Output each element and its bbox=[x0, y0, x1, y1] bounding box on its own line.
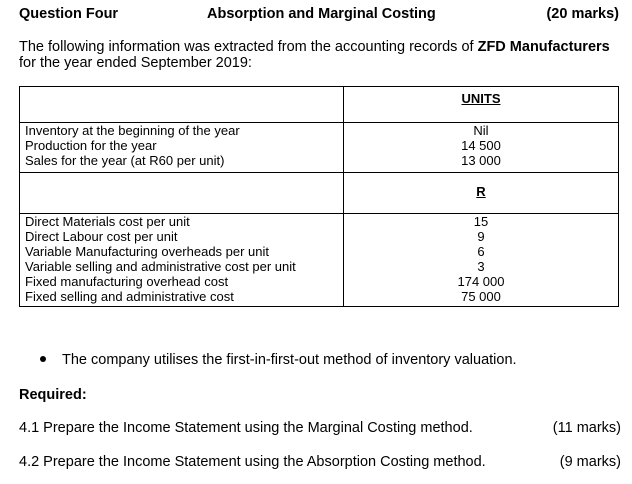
intro-paragraph bbox=[19, 39, 624, 71]
intro-text-start: The following information was extracted from the accounting records of bbox=[19, 39, 478, 55]
row-value: 15 bbox=[473, 214, 489, 229]
required-heading: Required: bbox=[19, 387, 87, 403]
task-4-2 bbox=[19, 454, 621, 472]
task-marks: (11 marks) bbox=[552, 420, 621, 436]
row-value: 13 000 bbox=[461, 153, 501, 168]
row-label: Fixed selling and administrative cost bbox=[25, 289, 234, 304]
rand-header-row bbox=[20, 173, 619, 214]
row-label: Variable Manufacturing overheads per unit bbox=[25, 244, 270, 259]
units-values-cell bbox=[344, 123, 619, 173]
row-label: Production for the year bbox=[25, 138, 157, 153]
task-text: 4.1 Prepare the Income Statement using the Marginal Costing method. bbox=[19, 420, 473, 436]
intro-text-end: for the year ended September 2019: bbox=[19, 55, 252, 71]
rand-header-cell bbox=[344, 173, 619, 214]
units-header: UNITS bbox=[461, 91, 501, 106]
fifo-note-text: The company utilises the first-in-first-out method of inventory valuation. bbox=[62, 352, 517, 368]
rand-labels-cell bbox=[20, 214, 344, 307]
question-marks: (20 marks) bbox=[546, 6, 619, 22]
row-value: 14 500 bbox=[461, 138, 501, 153]
units-header-cell bbox=[344, 87, 619, 123]
units-rows bbox=[20, 123, 619, 173]
row-value: Nil bbox=[473, 123, 489, 138]
task-marks: (9 marks) bbox=[559, 454, 621, 470]
row-label: Direct Materials cost per unit bbox=[25, 214, 190, 229]
row-value: 3 bbox=[477, 259, 485, 274]
fifo-note bbox=[40, 352, 517, 368]
row-value: 75 000 bbox=[461, 289, 501, 304]
rand-rows bbox=[20, 214, 619, 307]
rand-values-cell bbox=[344, 214, 619, 307]
row-label: Variable selling and administrative cost per unit bbox=[25, 259, 296, 274]
empty-header-cell bbox=[20, 173, 344, 214]
cost-data-table bbox=[19, 86, 619, 307]
rand-header: R bbox=[476, 184, 486, 199]
row-value: 174 000 bbox=[457, 274, 505, 289]
task-4-1 bbox=[19, 420, 621, 438]
question-header bbox=[19, 6, 619, 24]
question-title: Absorption and Marginal Costing bbox=[207, 6, 436, 22]
question-number: Question Four bbox=[19, 6, 119, 22]
row-label: Direct Labour cost per unit bbox=[25, 229, 178, 244]
spacer bbox=[25, 168, 343, 172]
row-label: Inventory at the beginning of the year bbox=[25, 123, 240, 138]
row-label: Fixed manufacturing overhead cost bbox=[25, 274, 229, 289]
empty-header-cell bbox=[20, 87, 344, 123]
row-value: 6 bbox=[477, 244, 485, 259]
spacer bbox=[25, 304, 343, 306]
task-text: 4.2 Prepare the Income Statement using the Absorption Costing method. bbox=[19, 454, 486, 470]
units-header-row bbox=[20, 87, 619, 123]
company-name: ZFD Manufacturers bbox=[477, 39, 610, 55]
row-value: 9 bbox=[477, 229, 485, 244]
units-labels-cell bbox=[20, 123, 344, 173]
bullet-icon bbox=[40, 356, 46, 362]
row-label: Sales for the year (at R60 per unit) bbox=[25, 153, 225, 168]
